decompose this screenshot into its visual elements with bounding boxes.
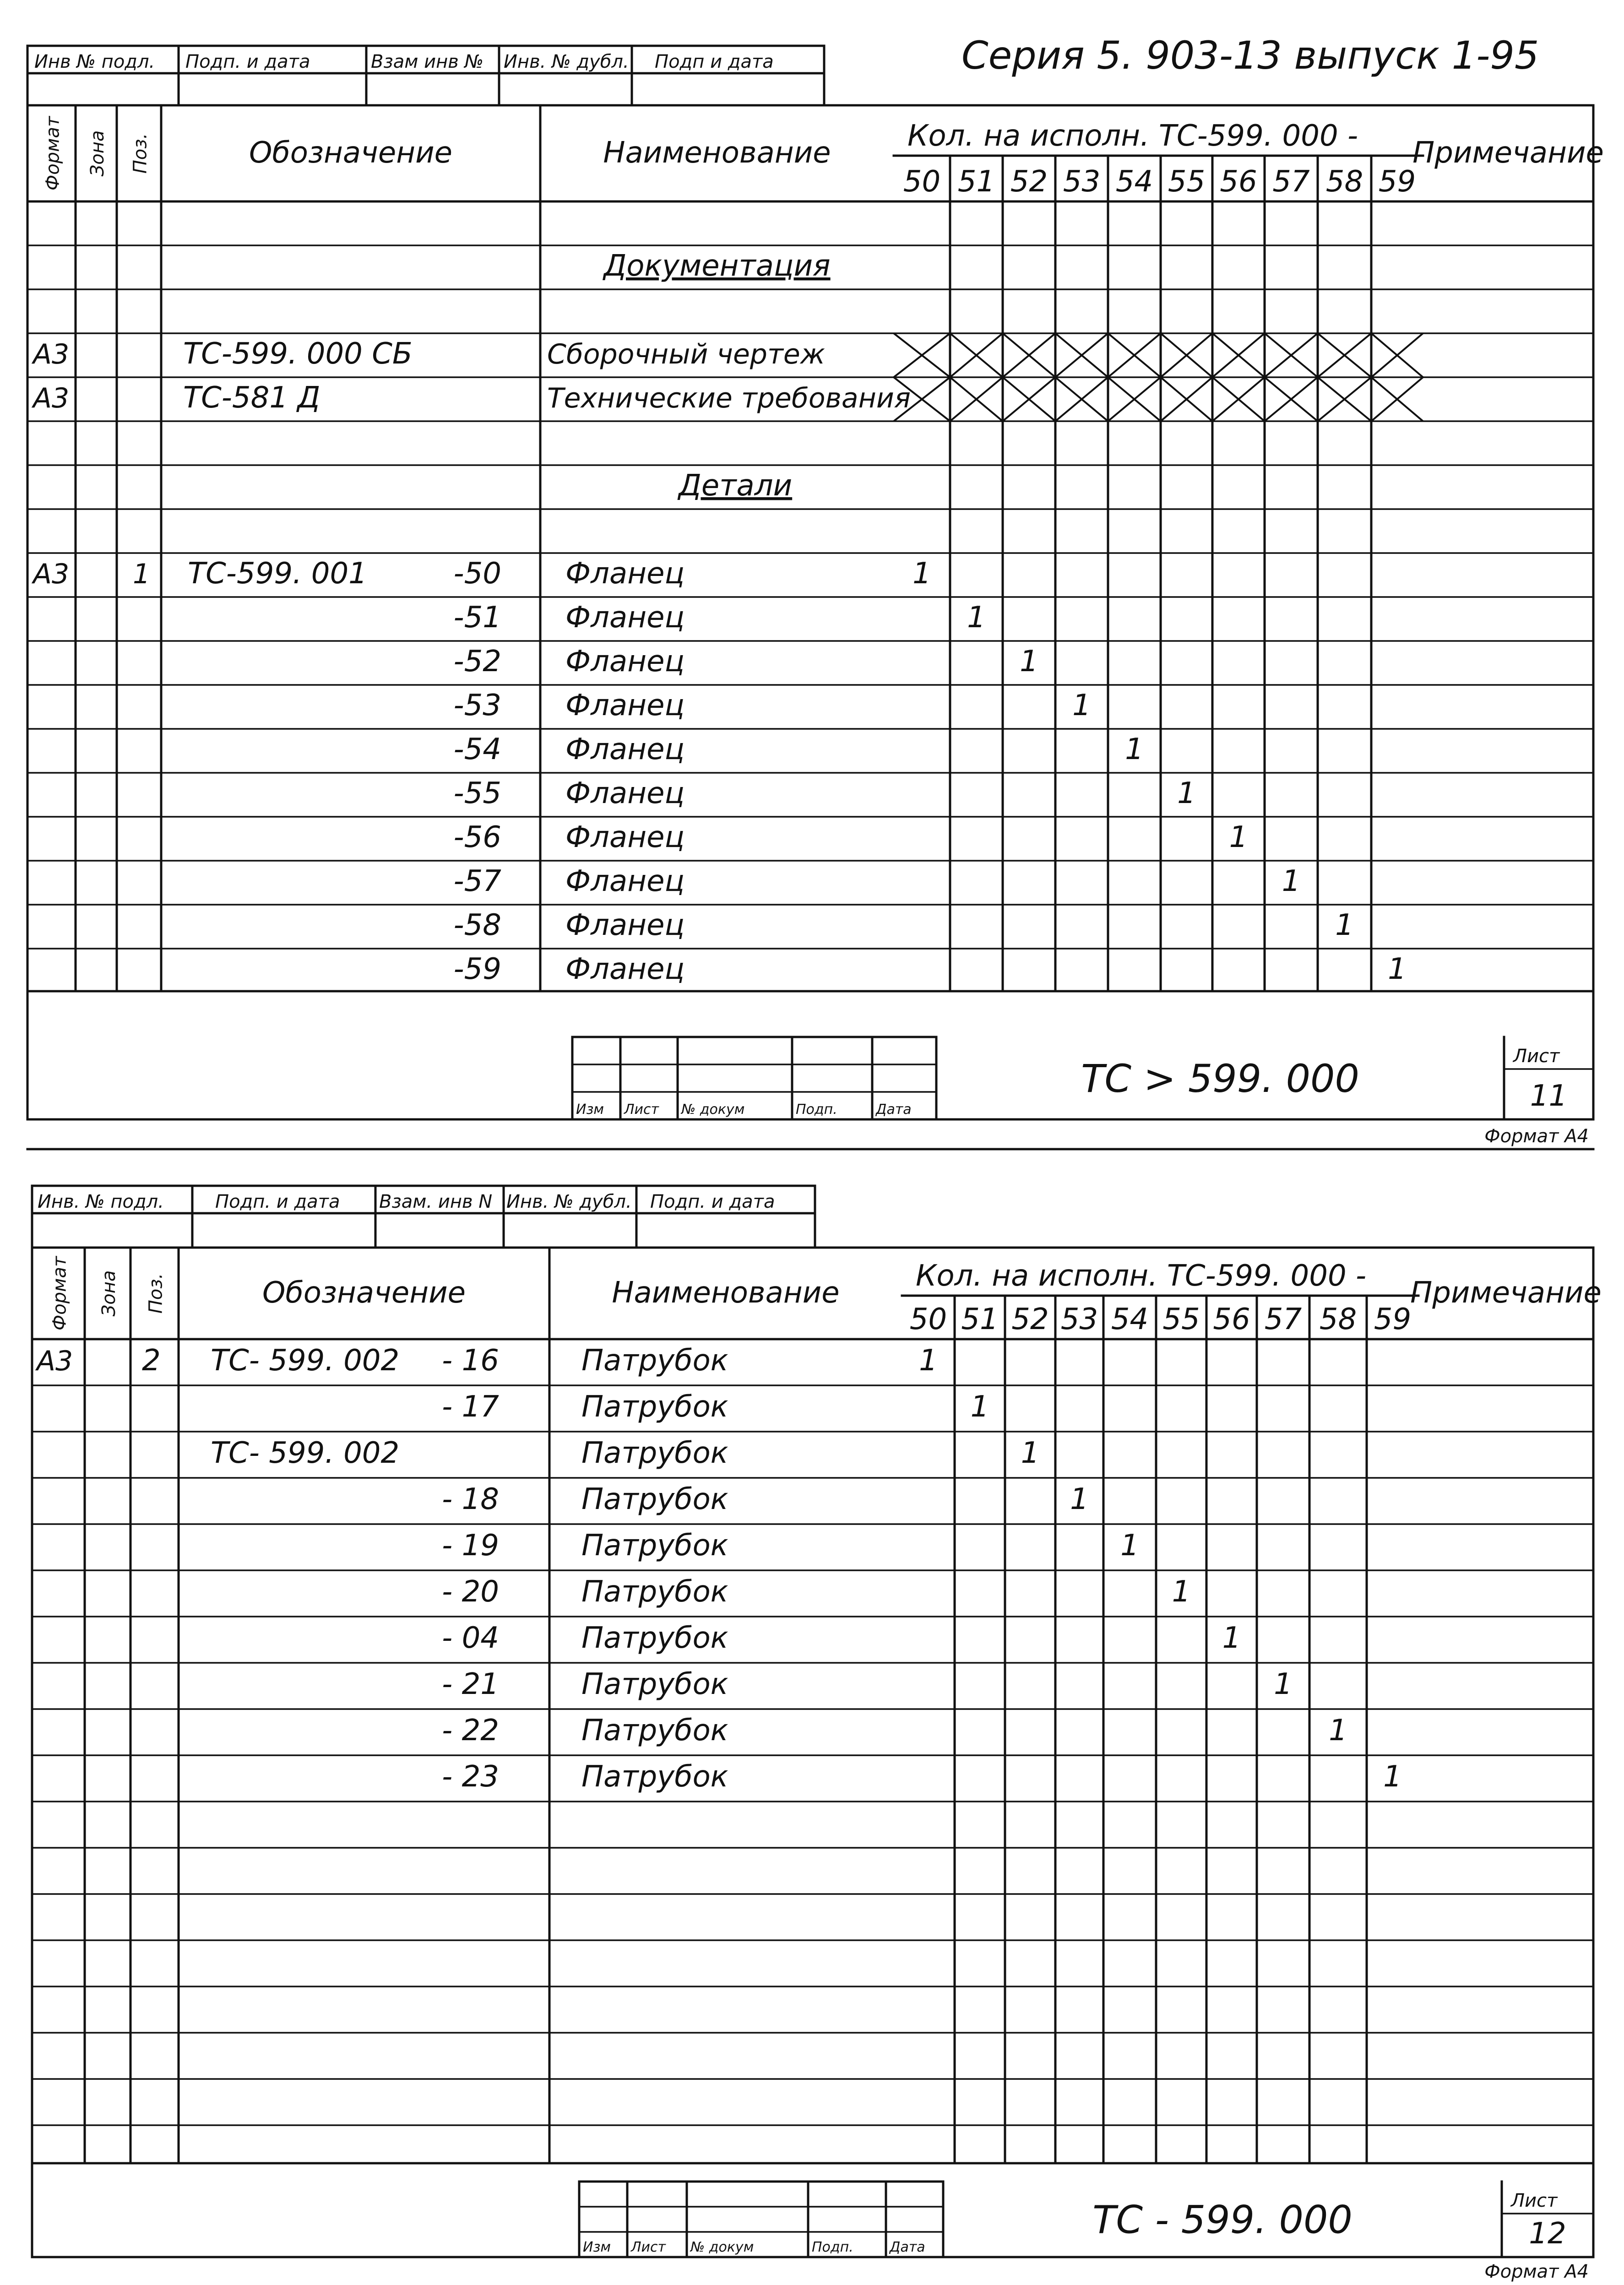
- part-name: Фланец: [565, 776, 684, 810]
- part-variant-suffix: -51: [453, 601, 501, 635]
- column-header-name: Наименование: [603, 136, 831, 170]
- stamp-strip-2: [32, 1186, 815, 1248]
- part-name: Патрубок: [581, 1575, 728, 1609]
- part-variant-suffix: - 20: [442, 1575, 499, 1609]
- part-designation: ТС- 599. 002: [211, 1344, 400, 1378]
- part-quantity: 1: [1274, 1667, 1293, 1701]
- stamp-label: Инв. № дубл.: [506, 1191, 632, 1212]
- spec-table-sheet-12: [32, 1248, 1593, 2257]
- part-variant-suffix: -56: [453, 820, 501, 854]
- part-variant-suffix: - 23: [442, 1760, 499, 1794]
- part-name: Фланец: [565, 557, 684, 591]
- stamp-label: Инв. № подл.: [38, 1191, 164, 1212]
- doc-format: А3: [33, 338, 70, 370]
- part-name: Патрубок: [581, 1714, 728, 1748]
- column-header-note: Примечание: [1412, 136, 1604, 170]
- part-variant-suffix: - 16: [442, 1344, 499, 1378]
- titleblock-label: Подп.: [796, 1102, 837, 1118]
- sheet-number: 12: [1529, 2217, 1566, 2251]
- part-position: 1: [133, 558, 151, 590]
- sheet-label: Лист: [1511, 2190, 1558, 2211]
- part-quantity: 1: [1388, 952, 1407, 986]
- titleblock-label: Лист: [631, 2239, 666, 2255]
- column-header-pos: Поз.: [130, 133, 151, 174]
- part-quantity: 1: [1021, 1436, 1040, 1470]
- variant-header: 53: [1060, 1303, 1098, 1336]
- doc-name: Сборочный чертеж: [547, 338, 825, 370]
- part-name: Патрубок: [581, 1390, 728, 1424]
- part-name: Фланец: [565, 733, 684, 766]
- part-variant-suffix: -55: [453, 776, 501, 810]
- variant-header: 50: [909, 1303, 947, 1336]
- variant-header: 58: [1325, 165, 1363, 199]
- stamp-label: Подп. и дата: [185, 51, 310, 72]
- variant-header: 59: [1374, 1303, 1412, 1336]
- variant-header: 54: [1115, 165, 1153, 199]
- part-name: Патрубок: [581, 1436, 728, 1470]
- document-code: ТС > 599. 000: [1081, 1056, 1359, 1101]
- part-name: Патрубок: [581, 1344, 728, 1378]
- part-quantity: 1: [1229, 820, 1248, 854]
- stamp-label: Инв. № дубл.: [504, 51, 629, 72]
- part-designation: ТС- 599. 002: [211, 1436, 400, 1470]
- titleblock-label: Дата: [876, 1102, 912, 1118]
- part-quantity: 1: [967, 601, 986, 635]
- doc-designation: ТС-581 Д: [183, 381, 320, 415]
- part-variant-suffix: -59: [453, 952, 501, 986]
- titleblock-label: Дата: [890, 2239, 925, 2255]
- part-quantity: 1: [1172, 1575, 1191, 1609]
- doc-name: Технические требования: [547, 382, 911, 414]
- variant-header: 55: [1168, 165, 1206, 199]
- doc-designation: ТС-599. 000 СБ: [183, 337, 413, 371]
- titleblock-label: Изм: [576, 1102, 604, 1118]
- part-variant-suffix: - 21: [442, 1667, 499, 1701]
- column-header-name: Наименование: [612, 1276, 840, 1310]
- part-quantity: 1: [1125, 733, 1144, 766]
- part-name: Фланец: [565, 820, 684, 854]
- part-format: А3: [37, 1345, 73, 1377]
- part-format: А3: [33, 558, 70, 590]
- titleblock-label: Изм: [583, 2239, 611, 2255]
- variant-header: 52: [1010, 165, 1048, 199]
- part-name: Фланец: [565, 689, 684, 722]
- part-variant-suffix: - 18: [442, 1482, 499, 1516]
- part-quantity: 1: [1177, 776, 1196, 810]
- part-designation: ТС-599. 001: [188, 557, 367, 591]
- titleblock-label: № докум: [681, 1102, 745, 1118]
- part-quantity: 1: [1120, 1529, 1139, 1563]
- part-name: Патрубок: [581, 1667, 728, 1701]
- variant-header: 57: [1272, 165, 1310, 199]
- part-quantity: 1: [1282, 864, 1301, 898]
- part-name: Патрубок: [581, 1621, 728, 1655]
- section-title-documentation: Документация: [603, 249, 831, 283]
- part-variant-suffix: - 04: [442, 1621, 499, 1655]
- sheet-number: 11: [1530, 1079, 1568, 1113]
- variant-header: 56: [1220, 165, 1257, 199]
- column-header-quantity: Кол. на исполн. ТС-599. 000 -: [907, 119, 1358, 153]
- section-title-parts: Детали: [678, 469, 793, 503]
- variant-header: 51: [961, 1303, 999, 1336]
- variant-header: 57: [1264, 1303, 1302, 1336]
- column-header-pos: Поз.: [145, 1273, 167, 1314]
- column-header-zone: Зона: [98, 1270, 119, 1317]
- part-position: 2: [142, 1344, 161, 1378]
- column-header-designation: Обозначение: [249, 136, 453, 170]
- part-name: Патрубок: [581, 1482, 728, 1516]
- part-name: Фланец: [565, 908, 684, 942]
- stamp-label: Инв № подл.: [34, 51, 155, 72]
- titleblock-label: № докум: [690, 2239, 754, 2255]
- series-header: Серия 5. 903-13 выпуск 1-95: [961, 33, 1539, 78]
- part-variant-suffix: - 19: [442, 1529, 499, 1563]
- variant-header: 56: [1213, 1303, 1250, 1336]
- part-variant-suffix: -57: [453, 864, 501, 898]
- part-quantity: 1: [1072, 689, 1091, 722]
- column-header-designation: Обозначение: [262, 1276, 466, 1310]
- part-quantity: 1: [1335, 908, 1354, 942]
- part-quantity: 1: [1329, 1714, 1347, 1748]
- part-variant-suffix: - 17: [442, 1390, 499, 1424]
- part-variant-suffix: -58: [453, 908, 501, 942]
- part-variant-suffix: - 22: [442, 1714, 499, 1748]
- stamp-label: Подп. и дата: [215, 1191, 340, 1212]
- sheet-label: Лист: [1513, 1046, 1560, 1067]
- variant-header: 54: [1111, 1303, 1149, 1336]
- column-header-quantity: Кол. на исполн. ТС-599. 000 -: [916, 1259, 1367, 1293]
- part-name: Фланец: [565, 601, 684, 635]
- part-variant-suffix: -50: [453, 557, 501, 591]
- stamp-label: Взам инв №: [371, 51, 484, 72]
- part-name: Фланец: [565, 952, 684, 986]
- column-header-note: Примечание: [1410, 1276, 1602, 1310]
- variant-header: 52: [1011, 1303, 1049, 1336]
- column-header-zone: Зона: [87, 130, 108, 177]
- part-variant-suffix: -53: [453, 689, 501, 722]
- format-label: Формат А4: [1484, 1126, 1589, 1147]
- variant-header: 51: [957, 165, 995, 199]
- part-quantity: 1: [912, 557, 931, 591]
- part-quantity: 1: [1383, 1760, 1402, 1794]
- part-name: Патрубок: [581, 1529, 728, 1563]
- column-header-format: Формат: [49, 1256, 71, 1331]
- part-quantity: 1: [1222, 1621, 1241, 1655]
- variant-header: 58: [1319, 1303, 1357, 1336]
- titleblock-label: Подп.: [812, 2239, 853, 2255]
- variant-header: 59: [1378, 165, 1416, 199]
- variant-header: 50: [903, 165, 941, 199]
- part-name: Патрубок: [581, 1760, 728, 1794]
- part-quantity: 1: [919, 1344, 938, 1378]
- document-code: ТС - 599. 000: [1092, 2197, 1352, 2242]
- variant-header: 55: [1162, 1303, 1200, 1336]
- part-variant-suffix: -52: [453, 645, 501, 678]
- titleblock-label: Лист: [624, 1102, 659, 1118]
- variant-header: 53: [1063, 165, 1101, 199]
- part-quantity: 1: [1020, 645, 1038, 678]
- part-variant-suffix: -54: [453, 733, 501, 766]
- part-name: Фланец: [565, 864, 684, 898]
- part-quantity: 1: [1070, 1482, 1089, 1516]
- stamp-label: Взам. инв N: [379, 1191, 493, 1212]
- format-label: Формат А4: [1484, 2261, 1589, 2282]
- doc-format: А3: [33, 382, 70, 414]
- part-name: Фланец: [565, 645, 684, 678]
- stamp-label: Подп. и дата: [650, 1191, 775, 1212]
- column-header-format: Формат: [42, 116, 64, 191]
- part-quantity: 1: [970, 1390, 989, 1424]
- stamp-label: Подп и дата: [655, 51, 774, 72]
- stamp-strip-1: [27, 46, 824, 105]
